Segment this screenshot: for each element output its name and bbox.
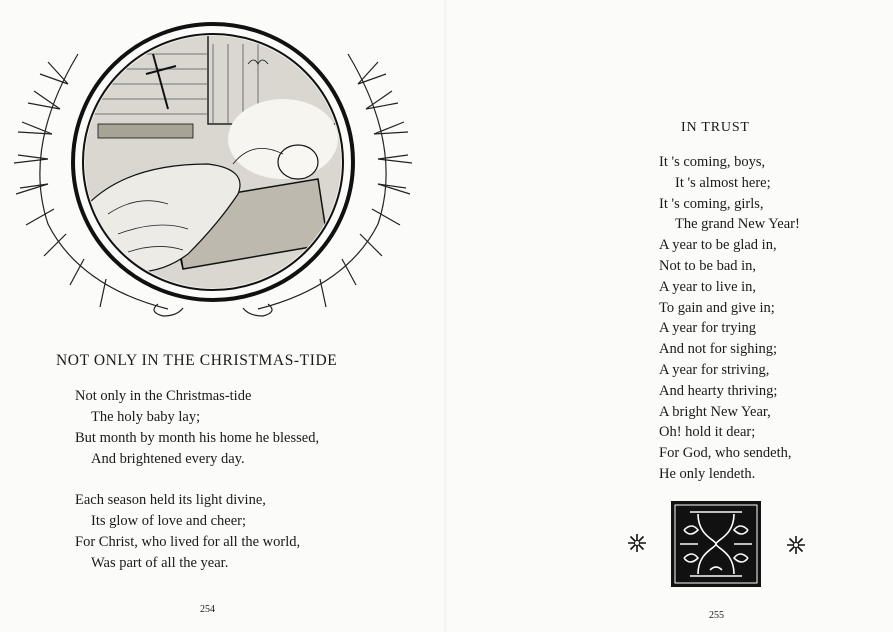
poem-line: And not for sighing; — [659, 341, 778, 358]
poem-line: And hearty thriving; — [659, 382, 778, 399]
poem-line: It 's coming, boys, — [659, 154, 766, 170]
poem-line: To gain and give in; — [659, 299, 775, 316]
poem-line: For God, who sendeth, — [659, 445, 792, 462]
poem-line: A bright New Year, — [659, 403, 771, 420]
asterisk-ornament-icon — [627, 533, 647, 553]
poem-body — [659, 152, 800, 485]
page-number: 255 — [709, 610, 724, 621]
hourglass-ornament-block — [670, 500, 762, 588]
poem-line: It 's coming, girls, — [659, 195, 764, 212]
poem-line: A year for striving, — [659, 361, 770, 378]
poem-line: The grand New Year! — [675, 216, 800, 233]
poem-line: And brightened every day. — [91, 451, 245, 467]
poem-line: A year for trying — [659, 320, 757, 337]
poem-line: Not only in the Christmas-tide — [75, 388, 252, 404]
poem-line: It 's almost here; — [675, 174, 771, 191]
poem-line: For Christ, who lived for all the world, — [75, 534, 301, 550]
poem-line: A year to live in, — [659, 278, 757, 295]
page-number: 254 — [200, 604, 215, 615]
poem-line: Was part of all the year. — [91, 555, 229, 571]
poem-stanza-1 — [75, 386, 319, 470]
asterisk-ornament-icon — [786, 535, 806, 555]
poem-title: IN TRUST — [681, 120, 750, 135]
poem-title: NOT ONLY IN THE CHRISTMAS-TIDE — [56, 352, 338, 369]
poem-line: Its glow of love and cheer; — [91, 513, 247, 529]
poem-line: Not to be bad in, — [659, 257, 757, 274]
poem-line: Each season held its light divine, — [75, 492, 266, 508]
baby-cradle-illustration — [8, 14, 418, 324]
left-page — [0, 0, 446, 632]
poem-line: A year to be glad in, — [659, 237, 777, 254]
poem-line: But month by month his home he blessed, — [75, 430, 320, 446]
poem-stanza-2 — [75, 490, 300, 574]
poem-line: Oh! hold it dear; — [659, 424, 756, 441]
poem-line: He only lendeth. — [659, 465, 756, 482]
poem-line: The holy baby lay; — [91, 409, 201, 425]
